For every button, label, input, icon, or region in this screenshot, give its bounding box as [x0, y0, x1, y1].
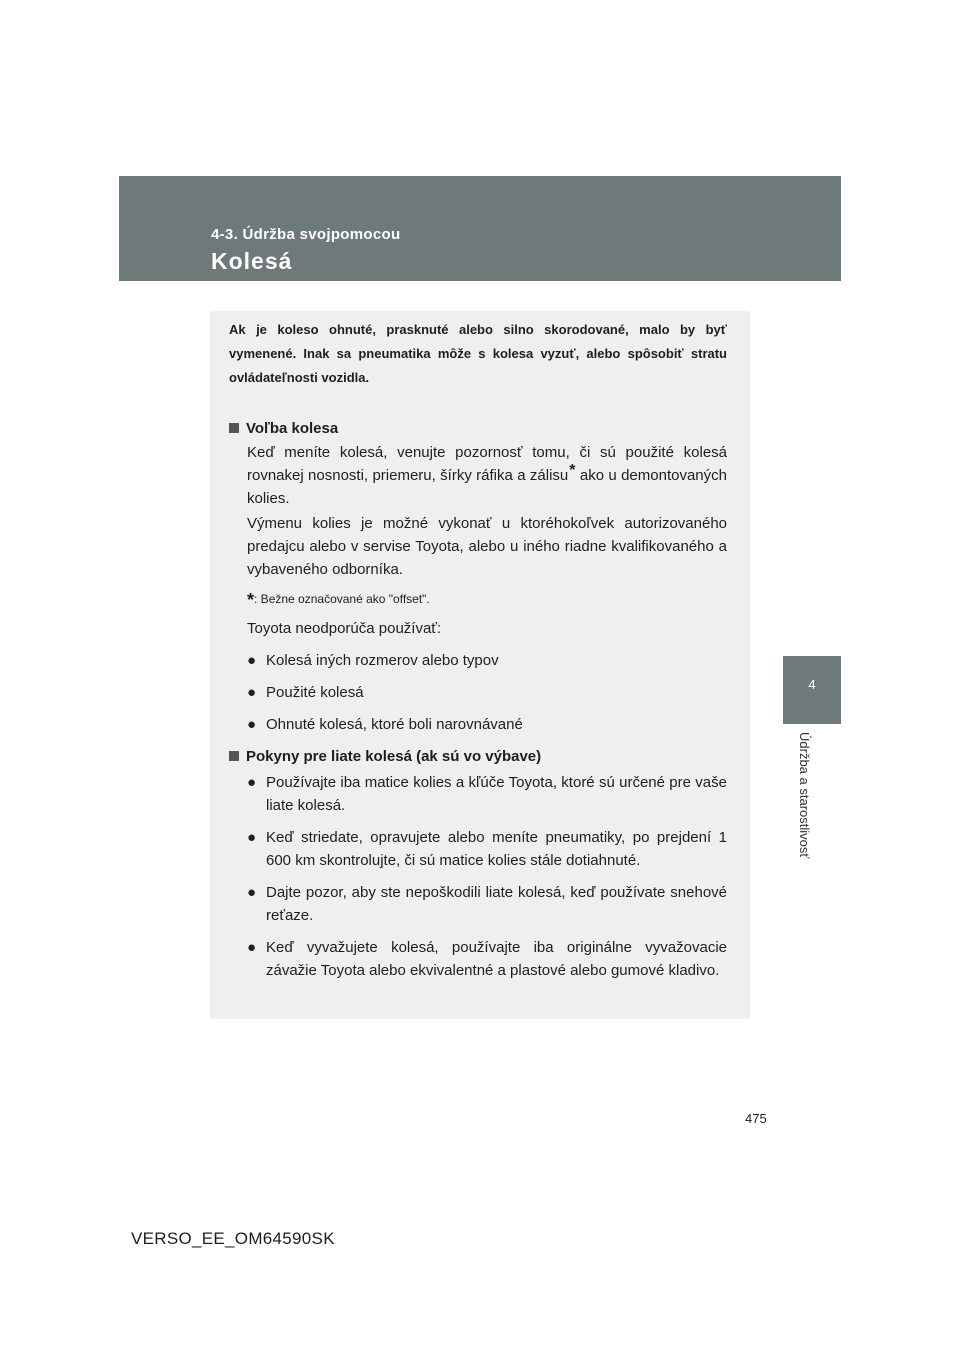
- bullet-dot-icon: ●: [247, 684, 257, 701]
- list-item: ● Kolesá iných rozmerov alebo typov: [247, 649, 727, 672]
- chapter-number: 4: [808, 677, 816, 692]
- avoid-lead: Toyota neodporúča používať:: [247, 620, 442, 637]
- footnote: [247, 588, 727, 608]
- list-item: ● Dajte pozor, aby ste nepoškodili liate kolesá, keď používate snehové reťaze.: [247, 881, 727, 927]
- section-label: 4-3. Údržba svojpomocou: [211, 226, 401, 243]
- intro-text: Ak je koleso ohnuté, prasknuté alebo silno skorodované, malo by byť vymenené. Inak sa pneumatika môže s kolesa vyzuť, alebo spôsobiť stratu ovládateľnosti vozidla.: [229, 322, 727, 385]
- square-bullet-icon: [229, 751, 239, 761]
- section-heading-wheel-choice: [229, 418, 729, 440]
- bullet-dot-icon: ●: [247, 829, 257, 846]
- bullet-dot-icon: ●: [247, 939, 257, 956]
- list-item: ● Keď striedate, opravujete alebo meníte pneumatiky, po prejdení 1 600 km skontrolujte, či sú matice kolies stále dotiahnuté.: [247, 826, 727, 872]
- asterisk-mark: *: [569, 462, 576, 479]
- document-code: VERSO_EE_OM64590SK: [131, 1229, 335, 1248]
- para-text-continued: ako u demontovaných kolies.: [247, 467, 727, 507]
- wheel-choice-paragraph-1: [247, 441, 727, 510]
- heading-text: Voľba kolesa: [246, 420, 339, 437]
- bullet-dot-icon: ●: [247, 774, 257, 791]
- bullet-dot-icon: ●: [247, 652, 257, 669]
- list-item: ● Použité kolesá: [247, 681, 727, 704]
- chapter-label: Údržba a starostlivosť: [797, 732, 812, 859]
- bullet-dot-icon: ●: [247, 884, 257, 901]
- footnote-text: : Bežne označované ako "offset".: [254, 592, 430, 606]
- section-heading-alloy: [229, 746, 729, 768]
- page-number: 475: [745, 1111, 767, 1126]
- heading-text: Pokyny pre liate kolesá (ak sú vo výbave): [246, 748, 542, 765]
- list-item: ● Používajte iba matice kolies a kľúče Toyota, ktoré sú určené pre vaše liate kolesá.: [247, 771, 727, 817]
- para-text: Keď meníte kolesá, venujte pozornosť tomu, či sú použité kolesá rovnakej nosnosti, priemeru, šírky ráfika a zálisu: [247, 444, 727, 484]
- chapter-tab: [783, 656, 841, 724]
- list-item: ● Ohnuté kolesá, ktoré boli narovnávané: [247, 713, 727, 736]
- bullet-dot-icon: ●: [247, 716, 257, 733]
- page-title: Kolesá: [211, 248, 293, 274]
- square-bullet-icon: [229, 423, 239, 433]
- wheel-choice-paragraph-2: Výmenu kolies je možné vykonať u ktoréhokoľvek autorizovaného predajcu alebo v servise Toyota, alebo u iného riadne kvalifikovaného a vybaveného odborníka.: [247, 515, 727, 578]
- footnote-asterisk: *: [247, 590, 255, 610]
- list-item: ● Keď vyvažujete kolesá, používajte iba originálne vyvažovacie závažie Toyota alebo ekvivalentné a plastové alebo gumové kladivo.: [247, 936, 727, 982]
